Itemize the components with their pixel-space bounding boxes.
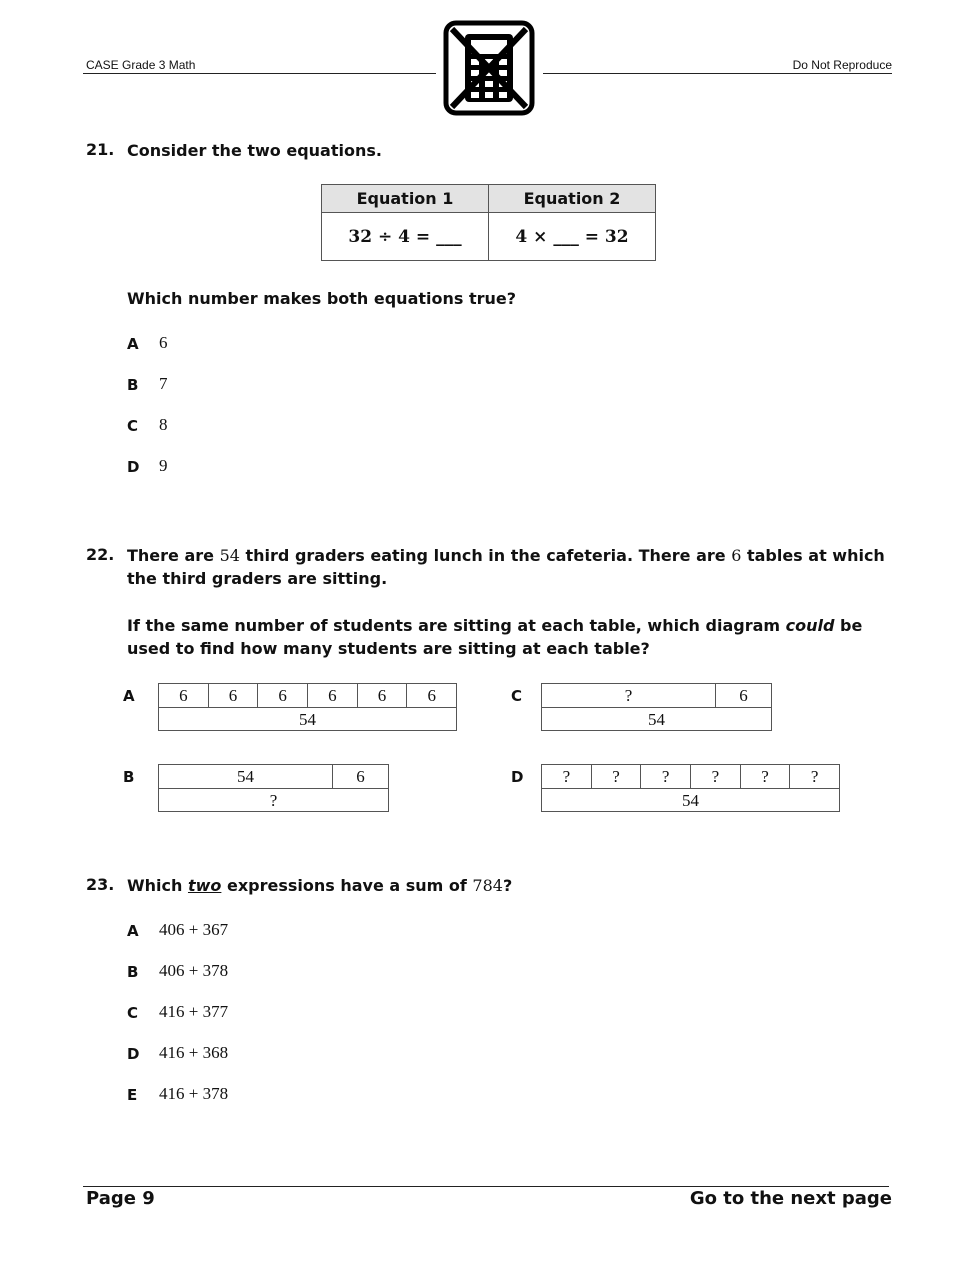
page-number: Page 9 — [86, 1188, 155, 1209]
tape-total: 54 — [648, 710, 665, 729]
q21-equation-table — [321, 184, 656, 261]
option-value: 9 — [159, 456, 168, 475]
header-divider-right — [543, 73, 892, 74]
equation-2-cell: 4 × ___ = 32 — [489, 213, 656, 261]
tape-cell: 6 — [406, 684, 456, 707]
equation-1-cell: 32 ÷ 4 = ___ — [322, 213, 489, 261]
q22-paragraph-1: There are 54 third graders eating lunch in the cafeteria. There are 6 tables at which the third graders are sitting. — [127, 546, 885, 588]
header-right-text: Do Not Reproduce — [792, 58, 892, 72]
q21-number: 21. — [86, 140, 115, 159]
tape-cell: 6 — [257, 684, 307, 707]
tape-cell: ? — [591, 765, 641, 788]
tape-diagram-d — [541, 764, 840, 812]
option-letter: B — [127, 963, 139, 981]
tape-diagram-c — [541, 683, 772, 731]
tape-cell: 54 — [237, 767, 254, 786]
option-value: 416 + 378 — [159, 1084, 229, 1103]
q23-prompt: Which two expressions have a sum of 784? — [127, 876, 513, 895]
tape-cell: 6 — [307, 684, 357, 707]
option-value: 6 — [159, 333, 168, 352]
option-letter: C — [127, 1004, 139, 1022]
q22-paragraph-2: If the same number of students are sitting at each table, which diagram could be used to find how many students are sitting at each table? — [127, 616, 863, 658]
option-value: 416 + 368 — [159, 1043, 229, 1062]
option-letter: D — [127, 1045, 140, 1063]
option-letter: D — [127, 458, 140, 476]
option-letter: D — [511, 768, 524, 786]
q23-number: 23. — [86, 875, 115, 894]
tape-total: ? — [269, 791, 278, 810]
tape-cell: ? — [624, 686, 633, 705]
tape-total: 54 — [682, 791, 699, 810]
no-calculator-icon — [443, 20, 535, 116]
option-letter: E — [127, 1086, 138, 1104]
option-value: 406 + 378 — [159, 961, 229, 980]
q21-prompt: Consider the two equations. — [127, 141, 382, 160]
equation-1-header: Equation 1 — [322, 185, 489, 213]
tape-cell: 6 — [357, 684, 407, 707]
tape-diagram-a — [158, 683, 457, 731]
option-letter: B — [127, 376, 139, 394]
tape-cell: ? — [789, 765, 839, 788]
option-value: 416 + 377 — [159, 1002, 229, 1021]
option-letter: A — [123, 687, 135, 705]
option-letter: A — [127, 922, 139, 940]
q21-question: Which number makes both equations true? — [127, 289, 517, 308]
option-value: 7 — [159, 374, 168, 393]
footer-divider — [83, 1186, 889, 1187]
option-letter: A — [127, 335, 139, 353]
tape-diagram-b — [158, 764, 389, 812]
tape-cell: 6 — [332, 765, 388, 788]
tape-total: 54 — [299, 710, 316, 729]
next-page-note: Go to the next page — [689, 1188, 892, 1209]
tape-cell: ? — [690, 765, 740, 788]
equation-2-header: Equation 2 — [489, 185, 656, 213]
option-letter: C — [511, 687, 523, 705]
tape-cell: 6 — [715, 684, 771, 707]
tape-cell: 6 — [179, 686, 188, 705]
option-letter: B — [123, 768, 135, 786]
tape-cell: ? — [640, 765, 690, 788]
tape-cell: ? — [740, 765, 790, 788]
tape-cell: 6 — [208, 684, 258, 707]
tape-cell: ? — [562, 767, 571, 786]
option-letter: C — [127, 417, 139, 435]
option-value: 406 + 367 — [159, 920, 229, 939]
q22-number: 22. — [86, 545, 115, 564]
option-value: 8 — [159, 415, 168, 434]
header-divider-left — [83, 73, 436, 74]
header-left-text: CASE Grade 3 Math — [86, 58, 196, 72]
